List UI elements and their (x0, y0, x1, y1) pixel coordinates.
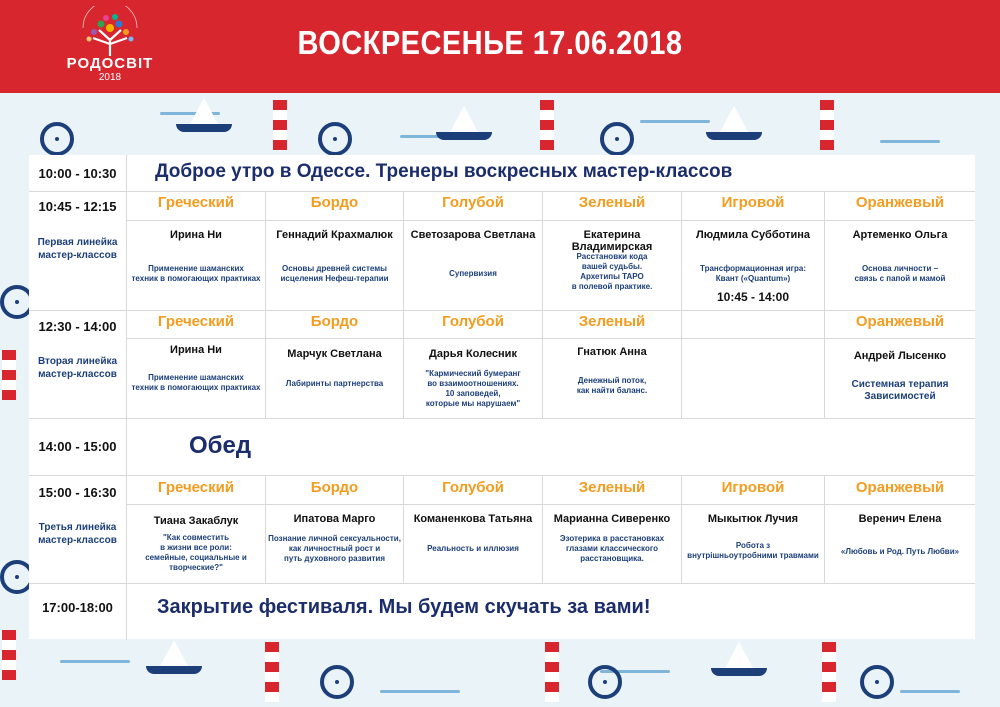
lighthouse-icon (822, 642, 836, 702)
line-name: Вторая линейка мастер-классов (37, 356, 118, 380)
ship-wheel-icon (588, 665, 622, 699)
lighthouse-icon (265, 642, 279, 702)
line1-row (29, 191, 975, 310)
lunch-text: Обед (189, 432, 252, 459)
time-label: 12:30 - 14:00 (38, 319, 117, 334)
line2-row (29, 310, 975, 418)
header-banner (0, 0, 1000, 93)
lighthouse-icon (2, 350, 16, 400)
lighthouse-icon (820, 100, 834, 150)
session-cell: Зеленый Марианна Сиверенко Эзотерика в расстановках глазами классического расстановщика. (542, 476, 681, 584)
opening-row (29, 155, 975, 191)
sailboat-icon (190, 98, 218, 124)
sailboat-icon (160, 640, 188, 666)
time-label: 10:00 - 10:30 (38, 166, 117, 181)
sailboat-icon (720, 106, 748, 132)
session-cell: Оранжевый Андрей Лысенко Системная терапия Зависимостей (824, 311, 975, 419)
ship-wheel-icon (318, 122, 352, 156)
sailboat-icon (450, 106, 478, 132)
session-cell: Игровой Людмила Субботина Трансформационная игра: Квант («Quantum») 10:45 - 14:00 (681, 192, 824, 311)
closing-text: Закрытие фестиваля. Мы будем скучать за вами! (157, 596, 651, 618)
line-name: Третья линейка мастер-классов (38, 522, 117, 546)
session-cell: Голубой Дарья Колесник "Кармический бумеранг во взаимоотношениях. 10 заповедей, которые мы нарушаем" (403, 311, 542, 419)
lighthouse-icon (273, 100, 287, 150)
session-cell: Голубой Команенкова Татьяна Реальность и иллюзия (403, 476, 542, 584)
line-name: Первая линейка мастер-классов (37, 237, 118, 261)
ship-wheel-icon (600, 122, 634, 156)
logo-year: 2018 (98, 72, 122, 83)
ship-wheel-icon (860, 665, 894, 699)
session-cell: Греческий Ирина Ни Применение шаманских техник в помогающих практиках (126, 311, 265, 419)
time-label: 15:00 - 16:30 (38, 485, 117, 500)
session-cell (681, 311, 824, 419)
session-cell: Голубой Светозарова Светлана Супервизия (403, 192, 542, 311)
session-cell: Зеленый Гнатюк Анна Денежный поток, как найти баланс. (542, 311, 681, 419)
lighthouse-icon (545, 642, 559, 702)
lighthouse-icon (2, 630, 16, 680)
lighthouse-icon (540, 100, 554, 150)
session-cell: Бордо Марчук Светлана Лабиринты партнерства (265, 311, 403, 419)
session-cell: Бордо Геннадий Крахмалюк Основы древней системы исцеления Нефеш-терапии (265, 192, 403, 311)
closing-row (29, 583, 975, 639)
ship-wheel-icon (40, 122, 74, 156)
sailboat-icon (725, 642, 753, 668)
time-label: 14:00 - 15:00 (38, 439, 117, 454)
schedule-table (29, 155, 975, 639)
page-title: ВОСКРЕСЕНЬЕ 17.06.2018 (297, 24, 683, 61)
line3-row (29, 475, 975, 583)
tree-logo-icon (75, 6, 145, 58)
session-cell: Игровой Мыкытюк Лучия Робота з внутрішньоутробними травмами (681, 476, 824, 584)
session-cell: Оранжевый Веренич Елена «Любовь и Род. Путь Любви» (824, 476, 975, 584)
ship-wheel-icon (320, 665, 354, 699)
session-cell: Греческий Ирина Ни Применение шаманских техник в помогающих практиках (126, 192, 265, 311)
rodosvit-logo (60, 6, 160, 90)
session-cell: Зеленый Екатерина Владимирская Расстановки кода вашей судьбы. Архетипы ТАРО в полевой практике. (542, 192, 681, 311)
session-cell: Оранжевый Артеменко Ольга Основа личности – связь с папой и мамой (824, 192, 975, 311)
opening-text: Доброе утро в Одессе. Тренеры воскресных мастер-классов (155, 161, 733, 182)
lunch-row (29, 418, 975, 475)
session-cell: Бордо Ипатова Марго Познание личной сексуальности, как личностный рост и путь духовного развития (265, 476, 403, 584)
logo-text: РОДОСВІТ (66, 55, 154, 72)
time-label: 17:00-18:00 (42, 600, 113, 615)
session-cell: Греческий Тиана Закаблук "Как совместить в жизни все роли: семейные, социальные и творческие?" (126, 476, 265, 584)
time-label: 10:45 - 12:15 (38, 199, 117, 214)
